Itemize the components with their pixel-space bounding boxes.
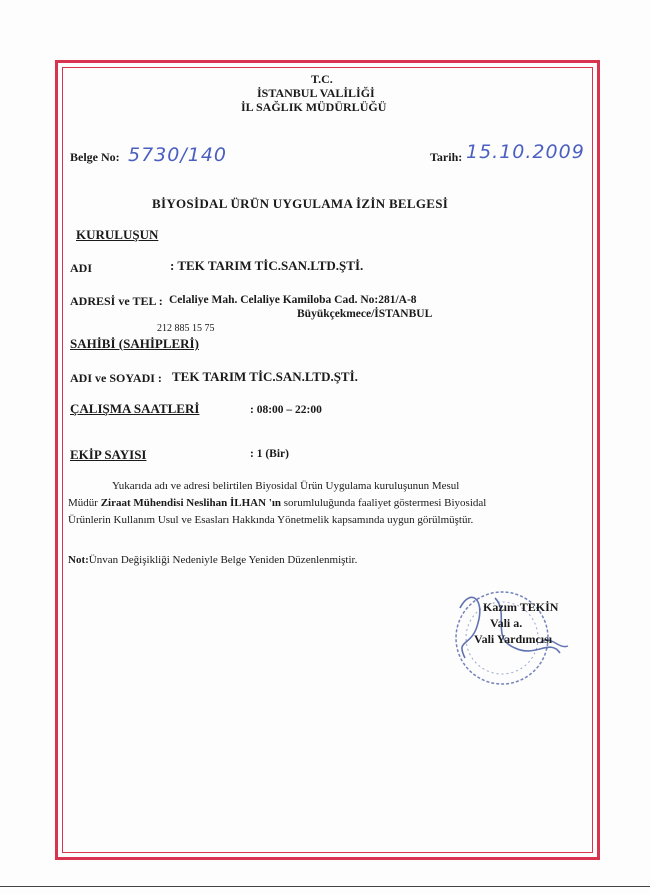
body-line2-bold: Ziraat Mühendisi Neslihan İLHAN 'ın bbox=[100, 497, 282, 509]
tel-value: 212 885 15 75 bbox=[157, 323, 215, 334]
not-text: Ünvan Değişikliği Nedeniyle Belge Yeniden Düzenlenmiştir. bbox=[88, 554, 358, 566]
not-line bbox=[68, 554, 357, 566]
header-tc: T.C. bbox=[311, 72, 333, 86]
signature-title: Vali Yardımcısı bbox=[474, 632, 553, 646]
calisma-value: : 08:00 – 22:00 bbox=[250, 404, 322, 416]
sahibi-value: TEK TARIM TİC.SAN.LTD.ŞTİ. bbox=[172, 369, 358, 384]
sahibi-label: ADI ve SOYADI : bbox=[70, 371, 162, 385]
body-line1: Yukarıda adı ve adresi belirtilen Biyosidal Ürün Uygulama kuruluşunun Mesul bbox=[112, 480, 460, 492]
adres-label: ADRESİ ve TEL : bbox=[70, 294, 163, 308]
adres-line1: Celaliye Mah. Celaliye Kamiloba Cad. No:281/A-8 bbox=[169, 294, 417, 306]
page-edge-line bbox=[0, 886, 650, 887]
header-valilik: İSTANBUL VALİLİĞİ bbox=[257, 86, 375, 100]
not-label: Not: bbox=[68, 554, 89, 566]
adres-line2: Büyükçekmece/İSTANBUL bbox=[297, 308, 433, 320]
ekip-heading: EKİP SAYISI bbox=[70, 447, 147, 462]
signature-name: Kazım TEKİN bbox=[483, 600, 559, 614]
adi-value: : TEK TARIM TİC.SAN.LTD.ŞTİ. bbox=[170, 258, 364, 273]
header-mudurluk: İL SAĞLIK MÜDÜRLÜĞÜ bbox=[241, 100, 387, 114]
calisma-heading: ÇALIŞMA SAATLERİ bbox=[70, 401, 200, 416]
tarih-value: 15.10.2009 bbox=[466, 141, 585, 163]
tarih-label: Tarih: bbox=[430, 150, 463, 164]
belge-no-value: 5730/140 bbox=[128, 144, 228, 166]
ekip-value: : 1 (Bir) bbox=[250, 448, 289, 460]
kurulusun-heading: KURULUŞUN bbox=[76, 227, 159, 242]
body-line3: Ürünlerin Kullanım Usul ve Esasları Hakkında Yönetmelik kapsamında uygun görülmüştür. bbox=[68, 514, 474, 526]
document-title: BİYOSİDAL ÜRÜN UYGULAMA İZİN BELGESİ bbox=[152, 196, 449, 211]
belge-no-label: Belge No: bbox=[70, 150, 120, 164]
body-line2-pre: Müdür bbox=[68, 497, 101, 509]
sahibi-heading: SAHİBİ (SAHİPLERİ) bbox=[70, 336, 199, 351]
adi-label: ADI bbox=[70, 261, 93, 275]
signature-vali-a: Vali a. bbox=[490, 616, 523, 630]
body-line2-post: sorumluluğunda faaliyet göstermesi Biyosidal bbox=[281, 497, 487, 509]
body-line2 bbox=[68, 497, 486, 509]
